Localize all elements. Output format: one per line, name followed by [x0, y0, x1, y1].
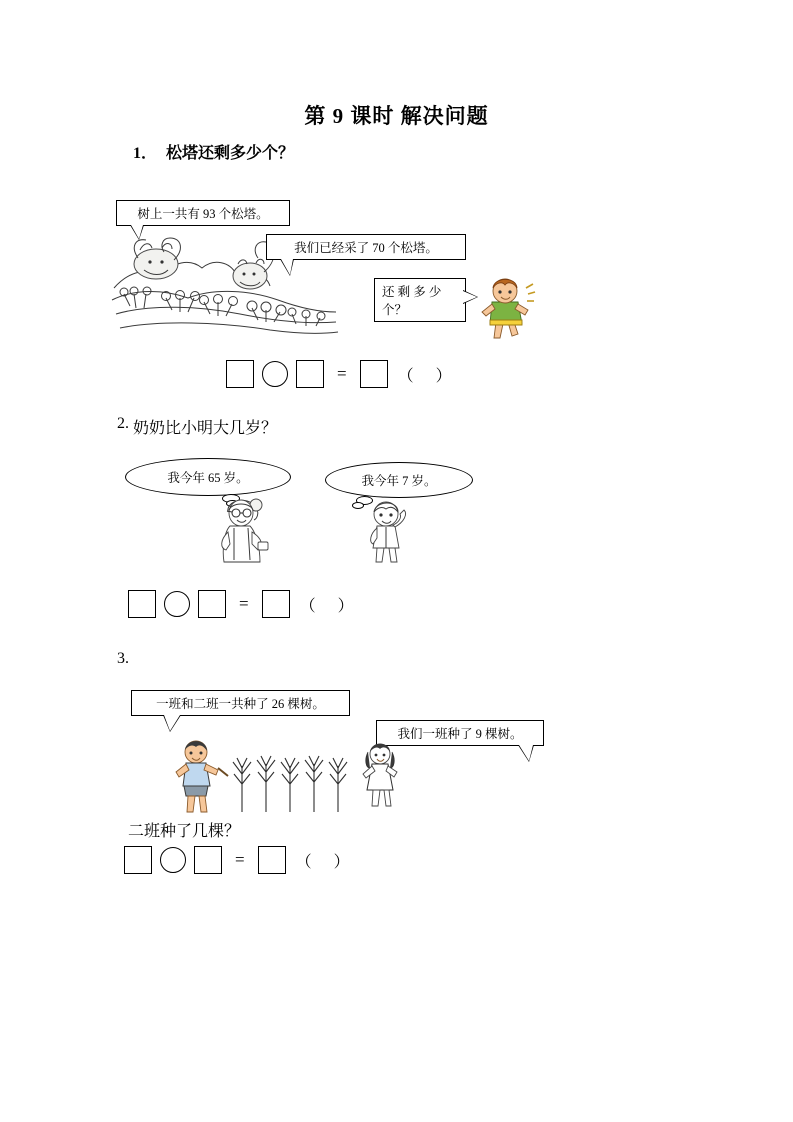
equals-sign-3: = — [235, 850, 245, 869]
total-pinecones-text: 树上一共有 93 个松塔。 — [137, 207, 269, 221]
remaining-question-line1: 还 剩 多 少 — [382, 285, 442, 299]
question-3-answer-row[interactable] — [124, 845, 359, 875]
remaining-question-line2: 个？ — [382, 303, 408, 317]
total-trees-text: 一班和二班一共种了 26 棵树。 — [156, 697, 325, 711]
answer-box-3b[interactable] — [194, 846, 222, 874]
picked-pinecones-bubble — [266, 234, 466, 260]
question-3-sub-prompt: 二班种了几棵？ — [128, 823, 241, 840]
answer-box-3a[interactable] — [124, 846, 152, 874]
total-pinecones-bubble — [116, 200, 290, 226]
answer-result-1[interactable] — [360, 360, 388, 388]
answer-result-2[interactable] — [262, 590, 290, 618]
answer-box-1b[interactable] — [296, 360, 324, 388]
grandma-age-bubble — [125, 458, 291, 496]
page-title: 第 9 课时 解决问题 — [304, 104, 489, 128]
answer-box-2a[interactable] — [128, 590, 156, 618]
question-1-prompt: 松塔还剩多少个？ — [166, 145, 295, 162]
boy-illustration — [360, 496, 416, 564]
answer-operator-1[interactable] — [262, 361, 288, 387]
total-trees-bubble — [131, 690, 350, 716]
grandma-age-text: 我今年 65 岁。 — [167, 471, 249, 485]
answer-unit-1[interactable]: （ ） — [397, 367, 461, 385]
picked-pinecones-text: 我们已经采了 70 个松塔。 — [294, 241, 438, 255]
question-1-answer-row[interactable] — [226, 359, 461, 389]
question-2-answer-row[interactable] — [128, 589, 363, 619]
grandma-illustration — [210, 492, 280, 564]
equals-sign-1: = — [337, 364, 347, 383]
xiaoming-age-bubble — [325, 462, 473, 498]
answer-box-1a[interactable] — [226, 360, 254, 388]
answer-unit-2[interactable]: （ ） — [299, 597, 363, 615]
remaining-question-bubble — [374, 278, 466, 322]
answer-operator-2[interactable] — [164, 591, 190, 617]
equals-sign-2: = — [239, 594, 249, 613]
tree-planting-illustration — [170, 736, 410, 818]
answer-operator-3[interactable] — [160, 847, 186, 873]
question-2-prompt: 奶奶比小明大几岁？ — [133, 420, 278, 437]
class-one-trees-text: 我们一班种了 9 棵树。 — [397, 727, 523, 741]
question-1-number: 1． — [133, 145, 158, 162]
fairy-boy-illustration — [478, 272, 536, 342]
answer-result-3[interactable] — [258, 846, 286, 874]
question-2-number: 2. — [117, 415, 129, 432]
answer-box-2b[interactable] — [198, 590, 226, 618]
question-3-number: 3. — [117, 650, 129, 667]
xiaoming-age-text: 我今年 7 岁。 — [361, 474, 437, 488]
answer-unit-3[interactable]: （ ） — [295, 853, 359, 871]
